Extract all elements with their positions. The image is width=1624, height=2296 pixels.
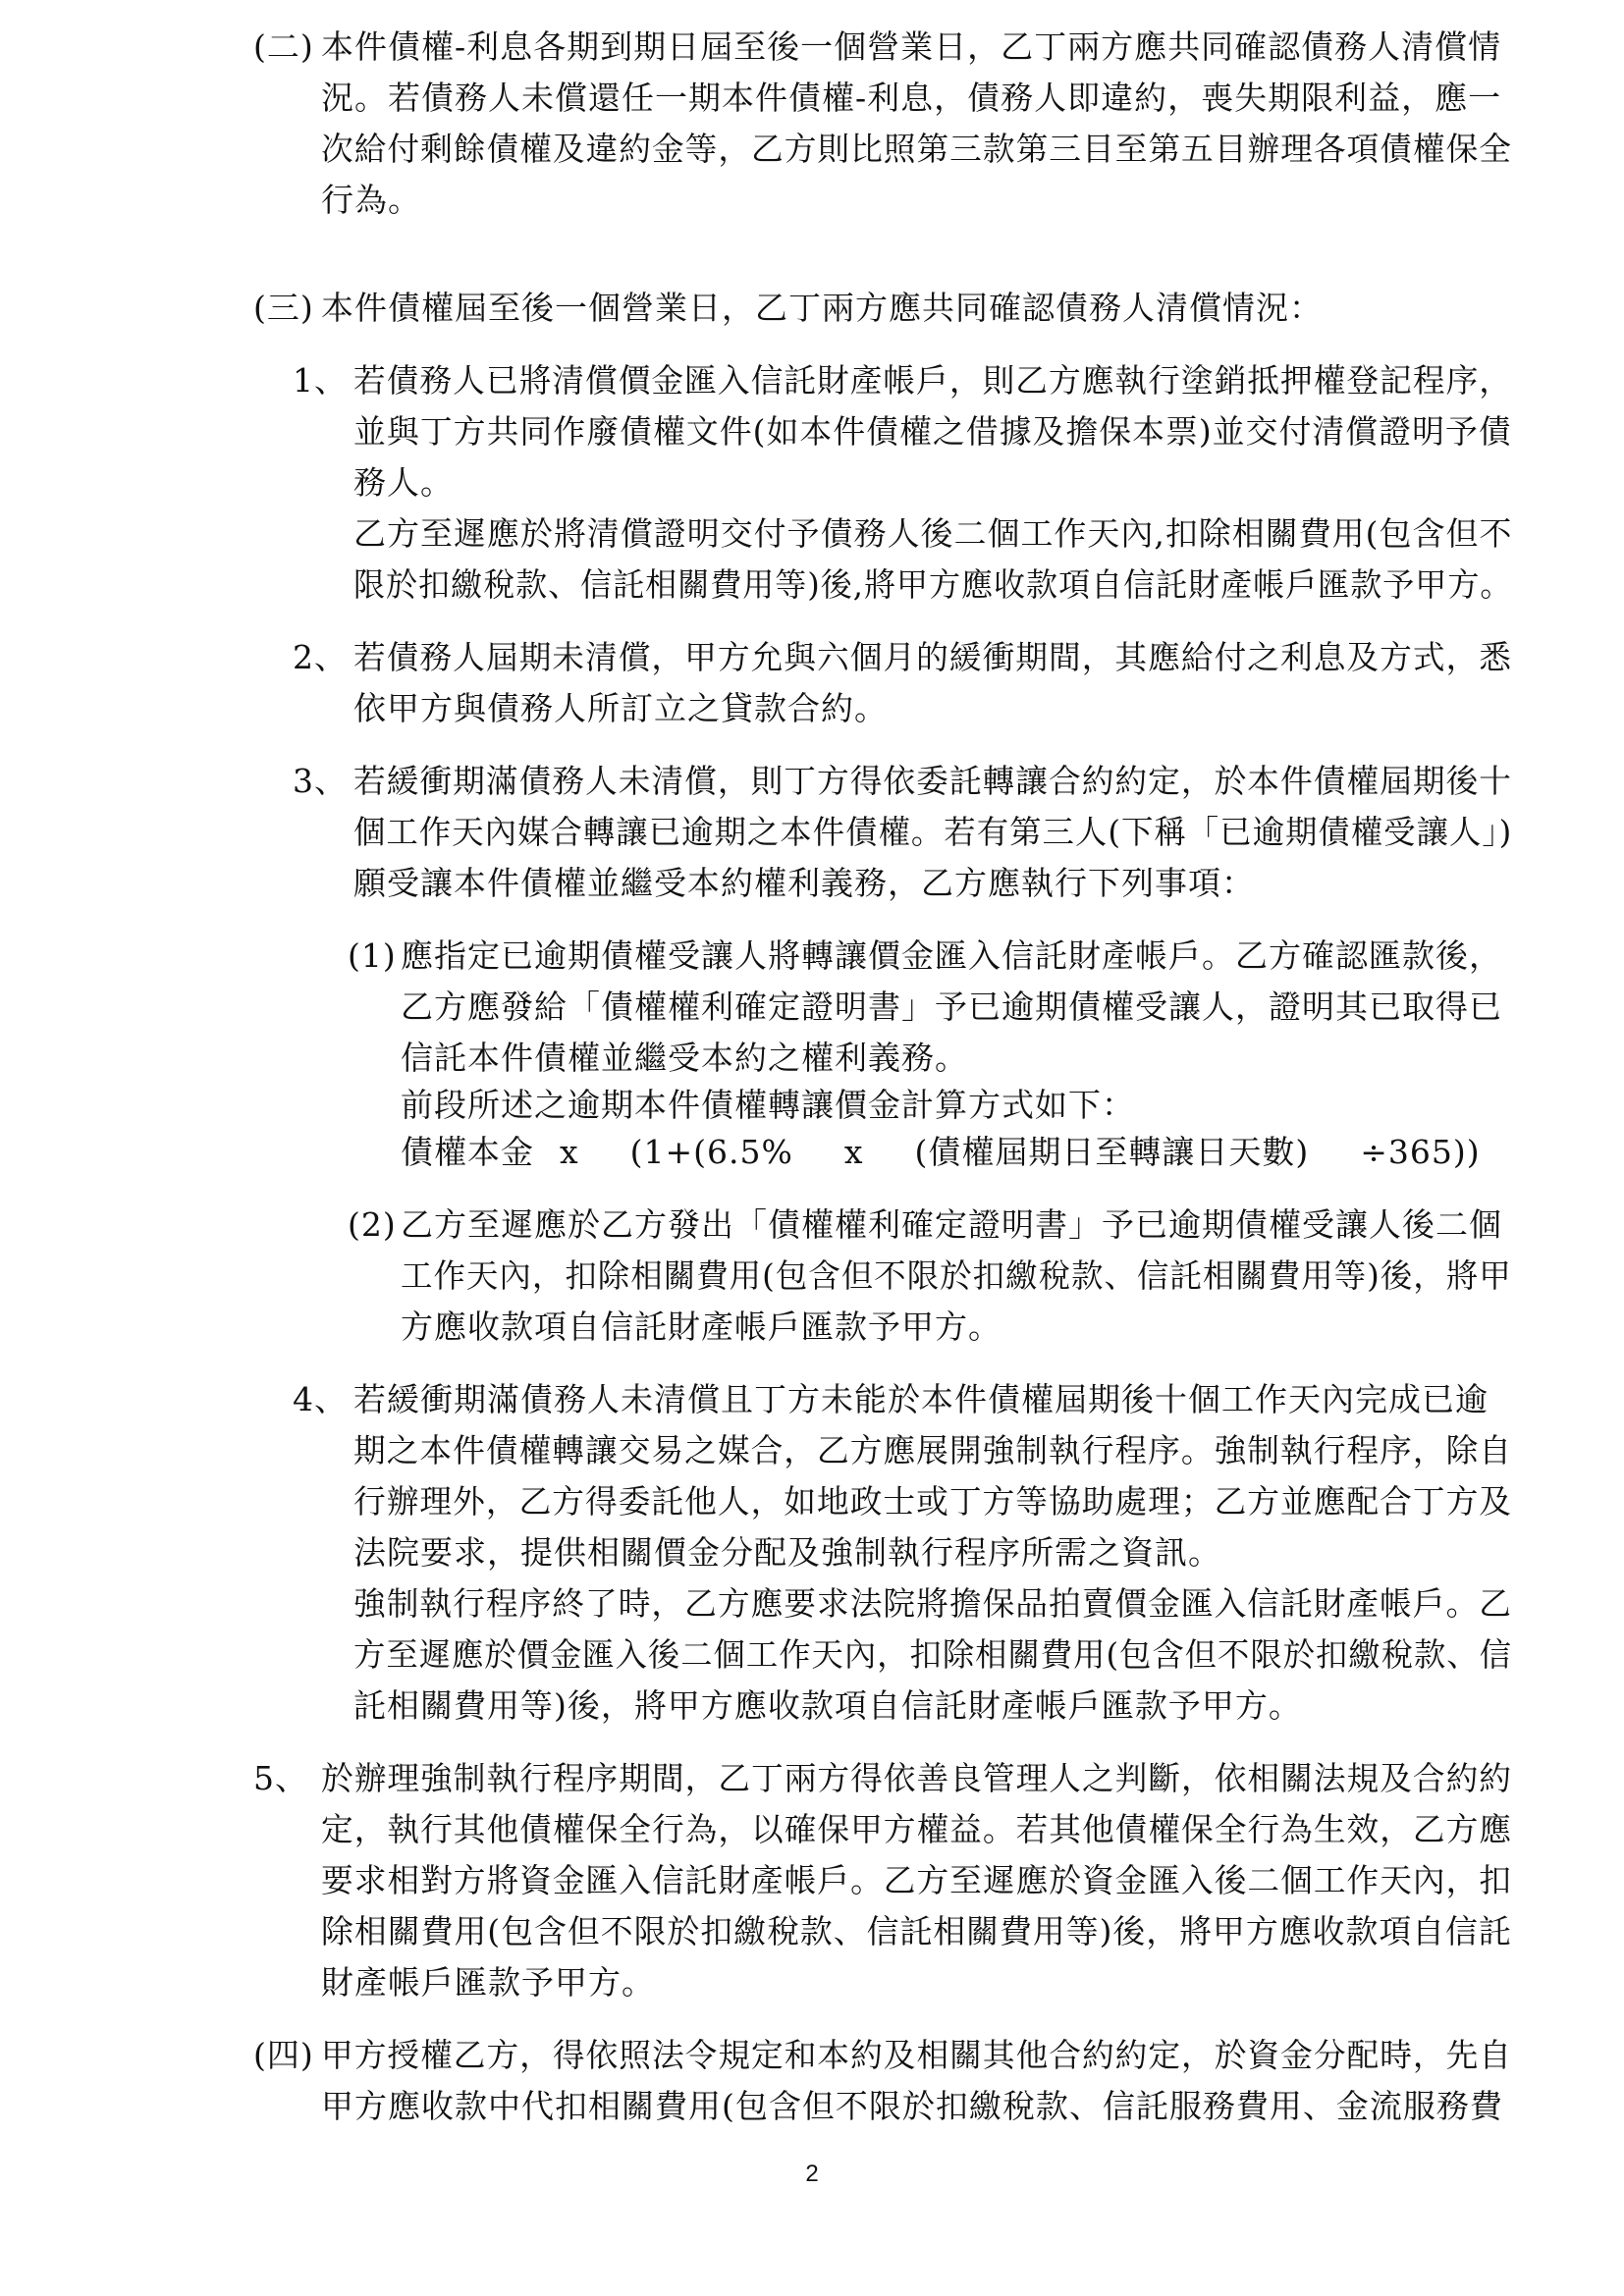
sub-item-2-marker: (2): [348, 1205, 397, 1244]
section-3-marker: (三): [253, 289, 314, 327]
item-1-line-5: 限於扣繳稅款、信託相關費用等)後,將甲方應收款項自信託財產帳戶匯款予甲方。: [353, 565, 1513, 604]
section-3-line-1: 本件債權屆至後一個營業日，乙丁兩方應共同確認債務人清償情況：: [321, 289, 1323, 327]
formula-part-1: (1+(6.5%: [629, 1133, 793, 1171]
item-1-line-1: 若債務人已將清償價金匯入信託財產帳戶，則乙方應執行塗銷抵押權登記程序，: [353, 361, 1513, 400]
sub-item-1-line-3: 信託本件債權並繼受本約之權利義務。: [401, 1039, 968, 1077]
item-5-marker: 5、: [253, 1759, 308, 1797]
item-4-line-7: 託相關費用等)後，將甲方應收款項自信託財產帳戶匯款予甲方。: [353, 1686, 1302, 1725]
item-3-line-3: 願受讓本件債權並繼受本約權利義務，乙方應執行下列事項：: [353, 864, 1255, 902]
section-2-line-1: 本件債權-利息各期到期日屆至後一個營業日，乙丁兩方應共同確認債務人清償情: [321, 27, 1502, 66]
section-2-line-2: 況。若債務人未償還任一期本件債權-利息，債務人即違約，喪失期限利益，應一: [321, 79, 1502, 117]
item-1-line-2: 並與丁方共同作廢債權文件(如本件債權之借據及擔保本票)並交付清償證明予債: [353, 412, 1512, 451]
sub-item-2-line-1: 乙方至遲應於乙方發出「債權權利確定證明書」予已逾期債權受讓人後二個: [401, 1205, 1502, 1244]
section-4-line-2: 甲方應收款中代扣相關費用(包含但不限於扣繳稅款、信託服務費用、金流服務費: [321, 2087, 1503, 2125]
sub-item-1-marker: (1): [348, 936, 397, 975]
formula-principal: 債權本金: [401, 1133, 534, 1171]
item-5-line-3: 要求相對方將資金匯入信託財產帳戶。乙方至遲應於資金匯入後二個工作天內，扣: [321, 1861, 1512, 1899]
item-5-line-5: 財產帳戶匯款予甲方。: [321, 1963, 655, 2002]
item-4-line-2: 期之本件債權轉讓交易之媒合，乙方應展開強制執行程序。強制執行程序，除自: [353, 1431, 1513, 1469]
formula-times-1: x: [560, 1133, 579, 1171]
sub-item-2-line-3: 方應收款項自信託財產帳戶匯款予甲方。: [401, 1308, 1001, 1346]
price-formula: [401, 1127, 1481, 1178]
sub-item-1-line-1: 應指定已逾期債權受讓人將轉讓價金匯入信託財產帳戶。乙方確認匯款後，: [401, 936, 1502, 975]
sub-item-2-line-2: 工作天內，扣除相關費用(包含但不限於扣繳稅款、信託相關費用等)後，將甲: [401, 1256, 1512, 1295]
item-2-line-2: 依甲方與債務人所訂立之貸款合約。: [353, 689, 888, 727]
section-2-line-4: 行為。: [321, 181, 421, 219]
item-3-line-1: 若緩衝期滿債務人未清償，則丁方得依委託轉讓合約約定，於本件債權屆期後十: [353, 762, 1513, 800]
page-number: 2: [805, 2161, 819, 2187]
item-1-line-4: 乙方至遲應於將清償證明交付予債務人後二個工作天內,扣除相關費用(包含但不: [353, 514, 1513, 553]
item-5-line-1: 於辦理強制執行程序期間，乙丁兩方得依善良管理人之判斷，依相關法規及合約約: [321, 1759, 1512, 1797]
sub-item-1-line-4: 前段所述之逾期本件債權轉讓價金計算方式如下：: [401, 1086, 1135, 1124]
sub-item-1-line-2: 乙方應發給「債權權利確定證明書」予已逾期債權受讓人，證明其已取得已: [401, 988, 1502, 1026]
item-2-marker: 2、: [293, 638, 348, 676]
item-1-line-3: 務人。: [353, 463, 454, 502]
item-4-line-5: 強制執行程序終了時，乙方應要求法院將擔保品拍賣價金匯入信託財產帳戶。乙: [353, 1584, 1513, 1623]
item-2-line-1: 若債務人屆期未清償，甲方允與六個月的緩衝期間，其應給付之利息及方式，悉: [353, 638, 1513, 676]
item-3-marker: 3、: [293, 762, 348, 800]
item-5-line-2: 定，執行其他債權保全行為，以確保甲方權益。若其他債權保全行為生效，乙方應: [321, 1810, 1512, 1848]
item-5-line-4: 除相關費用(包含但不限於扣繳稅款、信託相關費用等)後，將甲方應收款項自信託: [321, 1912, 1512, 1950]
item-3-line-2: 個工作天內媒合轉讓已逾期之本件債權。若有第三人(下稱「已逾期債權受讓人」): [353, 813, 1513, 851]
item-1-marker: 1、: [293, 361, 348, 400]
item-4-line-4: 法院要求，提供相關價金分配及強制執行程序所需之資訊。: [353, 1533, 1221, 1572]
section-2-marker: (二): [253, 27, 314, 66]
item-4-line-3: 行辦理外，乙方得委託他人，如地政士或丁方等協助處理；乙方並應配合丁方及: [353, 1482, 1513, 1521]
item-4-line-6: 方至遲應於價金匯入後二個工作天內，扣除相關費用(包含但不限於扣繳稅款、信: [353, 1635, 1512, 1674]
section-2-line-3: 次給付剩餘債權及違約金等，乙方則比照第三款第三目至第五目辦理各項債權保全: [321, 130, 1512, 168]
section-4-marker: (四): [253, 2036, 314, 2074]
item-4-line-1: 若緩衝期滿債務人未清償且丁方未能於本件債權屆期後十個工作天內完成已逾: [353, 1380, 1489, 1418]
formula-part-3: ÷365)): [1360, 1133, 1481, 1171]
formula-part-2: (債權屆期日至轉讓日天數): [914, 1133, 1310, 1171]
formula-times-2: x: [843, 1133, 864, 1171]
item-4-marker: 4、: [293, 1380, 348, 1418]
section-4-line-1: 甲方授權乙方，得依照法令規定和本約及相關其他合約約定，於資金分配時，先自: [321, 2036, 1512, 2074]
